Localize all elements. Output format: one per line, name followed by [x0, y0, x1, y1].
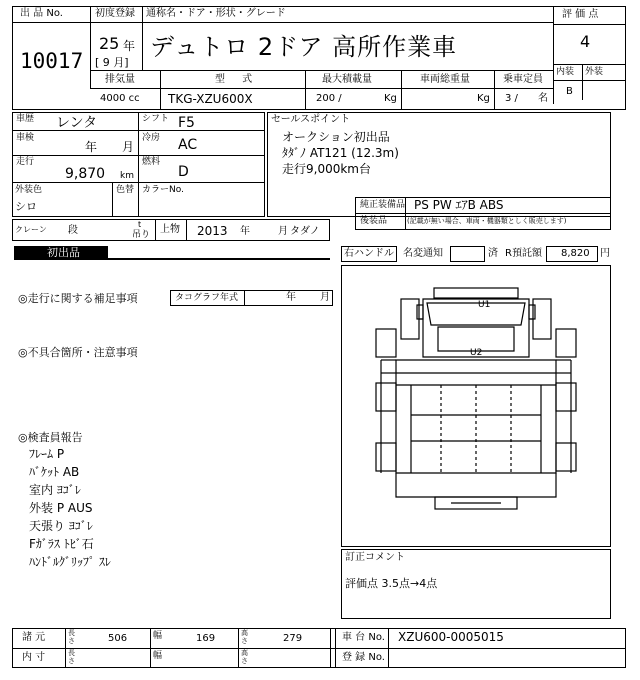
max-load-label: 最大積載量: [322, 74, 372, 85]
score-value: 4: [580, 32, 591, 51]
first-listing-badge: [14, 246, 108, 260]
length-label: 長さ: [68, 629, 75, 645]
ext-color: シロ: [15, 200, 37, 213]
tachograph-month: 月: [320, 292, 330, 303]
upper-label: 上物: [160, 224, 180, 235]
height-label: 高さ: [241, 629, 248, 645]
crane-label: クレーン: [15, 225, 47, 234]
first-registration-label: 初度登録: [95, 8, 135, 19]
correction-label: 訂正コメント: [345, 552, 405, 563]
interior-label: 内装: [556, 67, 575, 77]
recycle-unit: 円: [600, 248, 610, 259]
ac-label: 冷房: [142, 133, 161, 143]
model: TKG-XZU600X: [168, 92, 253, 106]
truck-diagram: [341, 265, 611, 547]
inspector-line-2: ﾊﾞｹｯﾄ AB: [29, 465, 80, 479]
name-change-label: 名変通知: [403, 248, 443, 259]
history: レンタ: [56, 115, 98, 131]
inspector-line-6: Fｶﾞﾗｽ ﾄﾋﾞ石: [29, 537, 94, 551]
capacity: 3 /: [505, 93, 518, 104]
upper-month: 月: [278, 226, 288, 237]
fuel-label: 燃料: [142, 157, 161, 167]
inner-dims-label: 内 寸: [22, 652, 46, 663]
aftermarket-note: (記載が無い場合、車両・機器類としく販売します): [407, 217, 567, 225]
history-label: 車歴: [16, 114, 35, 124]
defects-title: ◎不具合箇所・注意事項: [18, 346, 138, 359]
registration-year: 25: [99, 34, 120, 53]
upper-year-unit: 年: [240, 226, 250, 237]
chassis-no: XZU600-0005015: [398, 630, 504, 644]
inner-height-label: 高さ: [241, 649, 248, 665]
upper-maker: タダノ: [290, 226, 320, 237]
shift: F5: [178, 115, 195, 131]
inspector-line-1: ﾌﾚｰﾑ P: [29, 447, 65, 461]
inspection-label: 車検: [16, 133, 35, 143]
registration-month: [ 9 月]: [95, 56, 129, 69]
color-change-label: 色替: [116, 185, 135, 195]
first-listing-underline: [108, 258, 330, 260]
chassis-label: 車 台 No.: [342, 632, 385, 643]
gross-weight-unit: Kg: [477, 93, 490, 104]
inspector-line-7: ﾊﾝﾄﾞﾙｸﾞﾘｯﾌﾟ ｽﾚ: [29, 555, 111, 569]
tachograph-year: 年: [286, 292, 296, 303]
registration-year-unit: 年: [123, 39, 136, 53]
correction-text: 評価点 3.5点→4点: [345, 577, 438, 590]
inspector-line-3: 室内 ﾖｺﾞﾚ: [29, 483, 81, 497]
first-listing-text: 初出品: [47, 246, 80, 259]
inspector-title: ◎検査員報告: [18, 431, 83, 444]
color-code-label: カラーNo.: [142, 185, 184, 195]
diagram-u1: U1: [478, 300, 491, 310]
aftermarket-label: 後装品: [360, 216, 388, 226]
inner-width-label: 幅: [153, 651, 163, 661]
width-label: 幅: [153, 631, 163, 641]
sales-point-line-1: オークション初出品: [282, 130, 390, 144]
score-label: 評 価 点: [562, 9, 599, 20]
recycle-label: R預託額: [505, 248, 542, 259]
exterior-label: 外装: [585, 67, 604, 77]
inspection-month: 月: [122, 140, 135, 154]
ac: AC: [178, 137, 198, 153]
mileage-label: 走行: [16, 157, 35, 167]
displacement-label: 排気量: [105, 74, 135, 85]
gross-weight-label: 車両総重量: [420, 74, 470, 85]
diagram-u2: U2: [470, 348, 483, 358]
sales-point-line-3: 走行9,000km台: [282, 162, 371, 176]
tachograph-label: タコグラフ年式: [175, 293, 239, 303]
length: 506: [108, 633, 128, 644]
displacement: 4000 cc: [100, 93, 140, 104]
ext-color-label: 外装色: [15, 185, 43, 195]
capacity-label: 乗車定員: [503, 74, 543, 85]
recycle-mark: 済: [488, 248, 498, 259]
capacity-unit: 名: [538, 93, 548, 104]
mileage: 9,870: [65, 166, 106, 182]
inspector-line-4: 外装 P AUS: [29, 501, 93, 515]
recycle-value: 8,820: [561, 248, 590, 259]
interior-grade: B: [566, 86, 573, 97]
dims-label: 諸 元: [22, 632, 46, 643]
upper-year: 2013: [197, 224, 228, 238]
model-label: 型 式: [215, 74, 253, 85]
vehicle-name-label: 通称名・ドア・形状・グレード: [146, 8, 286, 19]
driving-notes-title: ◎走行に関する補足事項: [18, 292, 138, 305]
genuine-label: 純正装備品: [360, 200, 406, 210]
crane-ton: t: [138, 220, 142, 229]
inspection-year: 年: [85, 140, 98, 154]
crane-lift: 吊り: [132, 230, 151, 240]
height: 279: [283, 633, 303, 644]
max-load-unit: Kg: [384, 93, 397, 104]
vehicle-name: デュトロ 2ドア 高所作業車: [150, 33, 458, 61]
inner-length-label: 長さ: [68, 649, 75, 665]
lot-no: 10017: [20, 49, 84, 73]
registration-no-label: 登 録 No.: [342, 652, 385, 663]
mileage-unit: km: [120, 171, 134, 181]
steering: 右ハンドル: [344, 248, 394, 259]
sales-point-label: セールスポイント: [271, 114, 351, 125]
fuel: D: [178, 164, 189, 180]
inspector-line-5: 天張り ﾖｺﾞﾚ: [29, 519, 93, 533]
width: 169: [196, 633, 216, 644]
max-load: 200 /: [316, 93, 342, 104]
shift-label: シフト: [142, 114, 170, 124]
genuine: PS PW ｴｱB ABS: [414, 198, 504, 212]
crane-stage: 段: [68, 225, 78, 236]
sales-point-line-2: ﾀﾀﾞﾉ AT121 (12.3m): [282, 146, 399, 160]
name-change-box: [450, 246, 485, 262]
lot-no-label: 出 品 No.: [20, 8, 63, 19]
